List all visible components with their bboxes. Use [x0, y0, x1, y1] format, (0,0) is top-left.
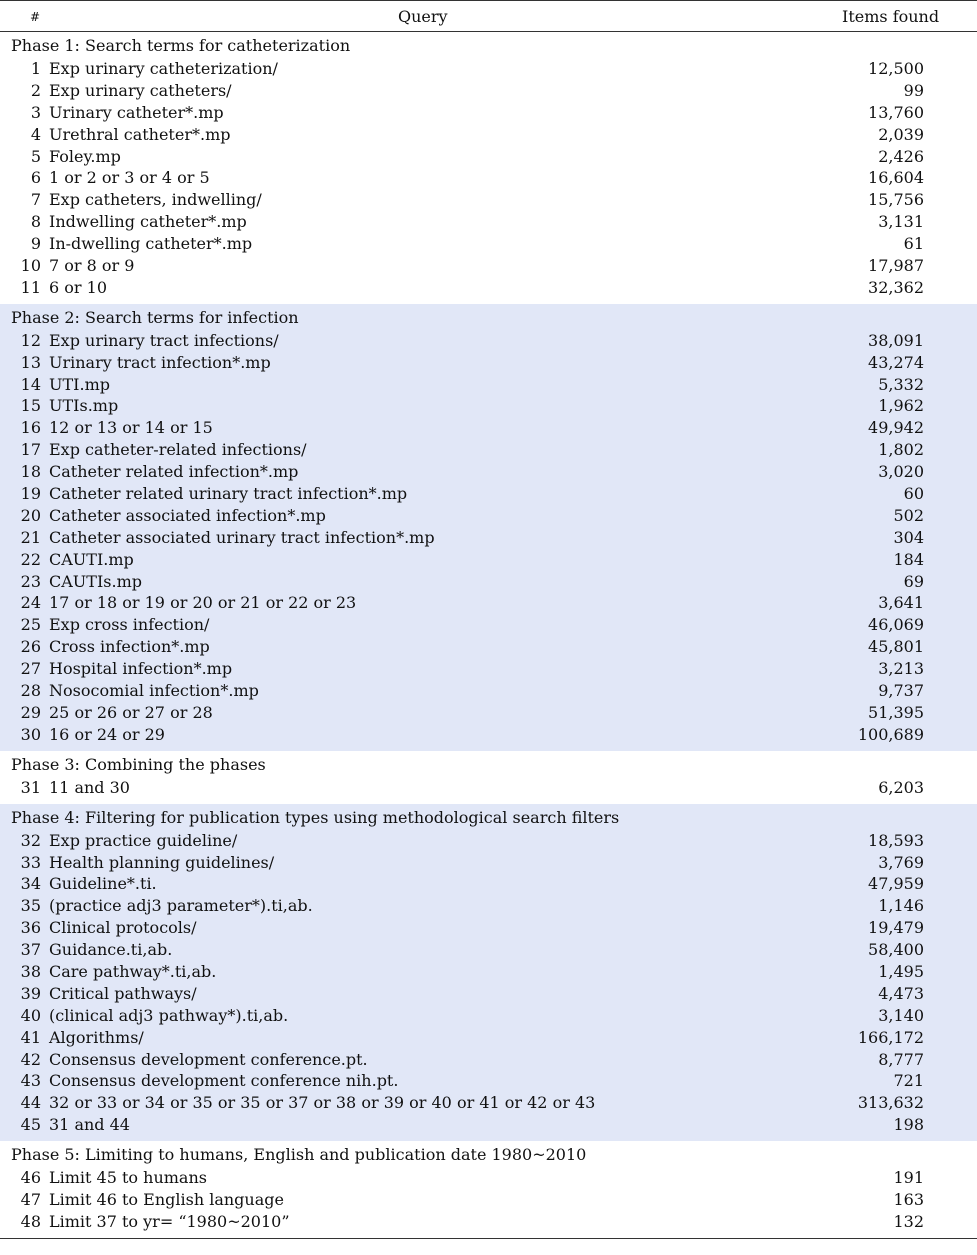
row-number: 44	[20, 1093, 41, 1113]
row-query: Catheter associated urinary tract infection*.mp	[49, 527, 435, 547]
row-number: 24	[20, 593, 41, 613]
row-number: 11	[20, 277, 41, 297]
row-query: Limit 45 to humans	[49, 1168, 207, 1188]
row-items-found: 313,632	[857, 1093, 924, 1113]
row-query: Catheter associated infection*.mp	[49, 505, 326, 525]
row-items-found: 12,500	[868, 59, 924, 78]
row-query: (practice adj3 parameter*).ti,ab.	[49, 896, 313, 916]
table-row	[0, 505, 977, 527]
row-number: 3	[30, 102, 41, 122]
row-query: Urethral catheter*.mp	[49, 124, 231, 144]
row-query: CAUTIs.mp	[49, 571, 142, 591]
row-items-found: 304	[893, 527, 924, 547]
row-query: (clinical adj3 pathway*).ti,ab.	[49, 1005, 289, 1025]
row-number: 13	[20, 352, 41, 372]
row-query: In-dwelling catheter*.mp	[49, 234, 253, 254]
table-row	[0, 636, 977, 658]
table-row	[0, 549, 977, 571]
row-number: 18	[20, 462, 41, 482]
phase-section	[0, 751, 977, 804]
row-query: Algorithms/	[49, 1027, 144, 1047]
row-query: Exp urinary tract infections/	[49, 330, 279, 350]
row-items-found: 2,039	[878, 124, 924, 144]
row-number: 21	[20, 527, 41, 547]
row-items-found: 13,760	[868, 102, 924, 122]
row-number: 6	[30, 168, 41, 188]
row-items-found: 1,146	[878, 896, 924, 916]
row-items-found: 3,213	[878, 659, 924, 679]
row-number: 10	[20, 256, 41, 276]
table-row	[0, 895, 977, 917]
row-number: 9	[30, 234, 41, 254]
row-query: Critical pathways/	[49, 983, 197, 1003]
row-items-found: 19,479	[868, 918, 924, 938]
row-query: Consensus development conference nih.pt.	[49, 1071, 399, 1091]
row-query: Exp catheter-related infections/	[49, 440, 307, 460]
row-items-found: 47,959	[868, 874, 924, 894]
row-number: 25	[20, 615, 41, 635]
row-number: 34	[20, 874, 41, 894]
row-number: 20	[20, 505, 41, 525]
header-number: #	[30, 10, 41, 24]
row-query: Exp catheters, indwelling/	[49, 190, 262, 210]
phase-section	[0, 1141, 977, 1239]
row-number: 35	[20, 896, 41, 916]
row-query: Urinary catheter*.mp	[49, 102, 224, 122]
table-row	[0, 830, 977, 852]
row-items-found: 49,942	[868, 418, 924, 438]
table-row	[0, 395, 977, 417]
row-number: 16	[20, 418, 41, 438]
row-query: Hospital infection*.mp	[49, 659, 233, 679]
table-row	[0, 702, 977, 724]
table-row	[0, 917, 977, 939]
row-number: 27	[20, 659, 41, 679]
row-items-found: 6,203	[878, 777, 924, 797]
table-row	[0, 658, 977, 680]
row-items-found: 17,987	[868, 256, 924, 276]
row-query: 31 and 44	[49, 1115, 130, 1135]
row-items-found: 3,131	[878, 212, 924, 232]
row-query: 12 or 13 or 14 or 15	[49, 418, 213, 438]
row-number: 37	[20, 940, 41, 960]
row-query: Catheter related urinary tract infection*.mp	[49, 484, 408, 504]
row-items-found: 15,756	[868, 190, 924, 210]
row-number: 32	[20, 830, 41, 850]
table-row	[0, 352, 977, 374]
row-items-found: 61	[903, 234, 924, 254]
row-items-found: 60	[903, 484, 924, 504]
row-query: 1 or 2 or 3 or 4 or 5	[49, 168, 210, 188]
row-number: 14	[20, 374, 41, 394]
row-query: 11 and 30	[49, 777, 130, 797]
row-number: 48	[20, 1211, 41, 1231]
row-number: 12	[20, 330, 41, 350]
row-items-found: 38,091	[868, 330, 924, 350]
row-number: 33	[20, 852, 41, 872]
phase-title: Phase 1: Search terms for catheterization	[11, 36, 351, 55]
phase-section	[0, 804, 977, 1141]
row-items-found: 58,400	[868, 940, 924, 960]
row-number: 41	[20, 1027, 41, 1047]
row-query: Urinary tract infection*.mp	[49, 352, 271, 372]
row-number: 22	[20, 549, 41, 569]
row-number: 8	[30, 212, 41, 232]
row-query: UTIs.mp	[49, 396, 119, 416]
table-body	[0, 32, 977, 1239]
phase-title: Phase 4: Filtering for publication types using methodological search filters	[11, 807, 620, 827]
row-number: 38	[20, 961, 41, 981]
row-query: Foley.mp	[49, 146, 121, 166]
header-items-found: Items found	[842, 7, 940, 26]
row-items-found: 100,689	[857, 724, 924, 744]
table-row	[0, 189, 977, 211]
row-query: Care pathway*.ti,ab.	[49, 961, 217, 981]
row-query: 32 or 33 or 34 or 35 or 35 or 37 or 38 or 39 or 40 or 41 or 42 or 43	[49, 1093, 596, 1113]
row-items-found: 32,362	[868, 277, 924, 297]
row-number: 23	[20, 571, 41, 591]
row-items-found: 163	[893, 1189, 924, 1209]
row-items-found: 45,801	[868, 637, 924, 657]
row-query: Cross infection*.mp	[49, 637, 210, 657]
row-number: 30	[20, 724, 41, 744]
row-query: 25 or 26 or 27 or 28	[49, 702, 213, 722]
row-number: 36	[20, 918, 41, 938]
table-row	[0, 777, 977, 799]
table-row	[0, 1167, 977, 1189]
table-row	[0, 592, 977, 614]
phase-title: Phase 3: Combining the phases	[11, 754, 266, 774]
row-query: Health planning guidelines/	[49, 852, 275, 872]
table-row	[0, 1114, 977, 1136]
table-row	[0, 255, 977, 277]
row-items-found: 46,069	[868, 615, 924, 635]
header-query: Query	[398, 7, 448, 26]
row-number: 43	[20, 1071, 41, 1091]
table-row	[0, 873, 977, 895]
table-row	[0, 571, 977, 593]
table-row	[0, 961, 977, 983]
row-query: Consensus development conference.pt.	[49, 1049, 368, 1069]
row-number: 29	[20, 702, 41, 722]
table-row	[0, 1049, 977, 1071]
table-row	[0, 852, 977, 874]
row-query: Exp practice guideline/	[49, 830, 238, 850]
table-row	[0, 1005, 977, 1027]
table-row	[0, 124, 977, 146]
row-items-found: 191	[893, 1168, 924, 1188]
row-items-found: 3,641	[878, 593, 924, 613]
row-items-found: 3,769	[878, 852, 924, 872]
row-items-found: 1,962	[878, 396, 924, 416]
row-items-found: 5,332	[878, 374, 924, 394]
row-query: 16 or 24 or 29	[49, 724, 165, 744]
row-number: 46	[20, 1168, 41, 1188]
row-query: Exp urinary catheterization/	[49, 59, 278, 78]
row-items-found: 3,140	[878, 1005, 924, 1025]
row-number: 2	[30, 80, 41, 100]
row-query: Guideline*.ti.	[49, 874, 157, 894]
row-items-found: 16,604	[868, 168, 924, 188]
table-row	[0, 614, 977, 636]
table-row	[0, 680, 977, 702]
row-number: 28	[20, 681, 41, 701]
row-query: Clinical protocols/	[49, 918, 197, 938]
table-row	[0, 233, 977, 255]
row-items-found: 502	[893, 505, 924, 525]
row-number: 40	[20, 1005, 41, 1025]
row-number: 1	[30, 59, 41, 78]
row-items-found: 99	[903, 80, 924, 100]
row-number: 42	[20, 1049, 41, 1069]
table-row	[0, 1092, 977, 1114]
row-items-found: 9,737	[878, 681, 924, 701]
row-query: 17 or 18 or 19 or 20 or 21 or 22 or 23	[49, 593, 357, 613]
row-query: Catheter related infection*.mp	[49, 462, 299, 482]
table-row	[0, 1189, 977, 1211]
row-query: Indwelling catheter*.mp	[49, 212, 247, 232]
row-query: 6 or 10	[49, 277, 107, 297]
table-row	[0, 724, 977, 746]
table-row	[0, 417, 977, 439]
table-row	[0, 146, 977, 168]
row-items-found: 8,777	[878, 1049, 924, 1069]
table-row	[0, 167, 977, 189]
row-query: UTI.mp	[49, 374, 110, 394]
row-items-found: 51,395	[868, 702, 924, 722]
row-items-found: 166,172	[857, 1027, 924, 1047]
table-row	[0, 102, 977, 124]
row-items-found: 2,426	[878, 146, 924, 166]
table-row	[0, 330, 977, 352]
table-row	[0, 374, 977, 396]
row-query: Guidance.ti,ab.	[49, 940, 173, 960]
phase-title: Phase 5: Limiting to humans, English and publication date 1980~2010	[11, 1145, 587, 1165]
table-row	[0, 439, 977, 461]
table-row	[0, 939, 977, 961]
row-query: Exp urinary catheters/	[49, 80, 232, 100]
row-query: Nosocomial infection*.mp	[49, 681, 259, 701]
table-header	[0, 0, 977, 32]
row-number: 15	[20, 396, 41, 416]
row-number: 7	[30, 190, 41, 210]
table-row	[0, 527, 977, 549]
table-row	[0, 461, 977, 483]
row-items-found: 184	[893, 549, 924, 569]
row-query: Limit 37 to yr= “1980~2010”	[49, 1211, 290, 1231]
row-items-found: 18,593	[868, 830, 924, 850]
row-items-found: 43,274	[868, 352, 924, 372]
row-number: 17	[20, 440, 41, 460]
phase-title: Phase 2: Search terms for infection	[11, 307, 299, 327]
row-number: 5	[30, 146, 41, 166]
table-row	[0, 483, 977, 505]
row-items-found: 721	[893, 1071, 924, 1091]
row-number: 31	[20, 777, 41, 797]
table-row	[0, 1027, 977, 1049]
row-number: 19	[20, 484, 41, 504]
phase-section	[0, 304, 977, 751]
row-number: 45	[20, 1115, 41, 1135]
table-row	[0, 1070, 977, 1092]
row-number: 47	[20, 1189, 41, 1209]
row-items-found: 4,473	[878, 983, 924, 1003]
row-query: CAUTI.mp	[49, 549, 134, 569]
row-items-found: 1,802	[878, 440, 924, 460]
row-number: 4	[30, 124, 41, 144]
row-items-found: 69	[903, 571, 924, 591]
row-query: Exp cross infection/	[49, 615, 210, 635]
row-items-found: 132	[893, 1211, 924, 1231]
row-query: Limit 46 to English language	[49, 1189, 284, 1209]
row-query: 7 or 8 or 9	[49, 256, 135, 276]
row-items-found: 1,495	[878, 961, 924, 981]
table-row	[0, 80, 977, 102]
table-row	[0, 211, 977, 233]
phase-spacer	[0, 1233, 977, 1238]
row-number: 39	[20, 983, 41, 1003]
table-row	[0, 277, 977, 299]
table-row	[0, 983, 977, 1005]
table-row	[0, 1211, 977, 1233]
row-items-found: 198	[893, 1115, 924, 1135]
row-items-found: 3,020	[878, 462, 924, 482]
phase-section	[0, 32, 977, 304]
row-number: 26	[20, 637, 41, 657]
table-row	[0, 58, 977, 80]
